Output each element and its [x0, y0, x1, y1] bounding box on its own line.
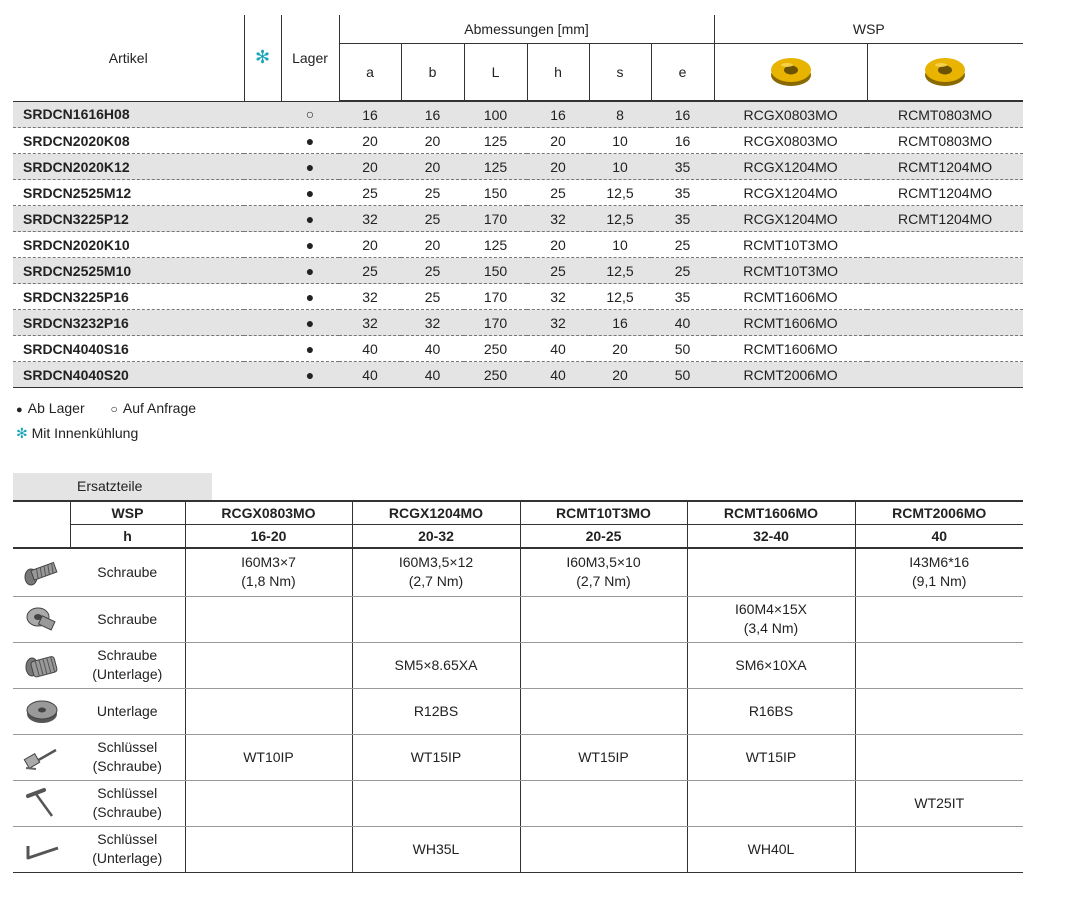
wsp2-cell: RCMT0803MO [867, 101, 1023, 128]
spare-cell: WT25IT [855, 780, 1023, 826]
table-row [13, 284, 1023, 310]
dim-h-cell: 25 [527, 258, 589, 284]
spare-cell: WT15IP [520, 734, 687, 780]
dim-b-cell: 20 [401, 154, 464, 180]
spare-cell [520, 596, 687, 642]
dim-s-cell: 12,5 [589, 206, 651, 232]
dim-s-cell: 20 [589, 362, 651, 388]
dim-e-cell: 35 [651, 180, 714, 206]
shim-screw-icon [23, 650, 61, 680]
t-handle-key-icon [24, 786, 60, 820]
dim-b-cell: 25 [401, 206, 464, 232]
spare-cell [855, 642, 1023, 688]
header-abmessungen: Abmessungen [mm] [339, 15, 714, 44]
torx-key-icon [22, 742, 62, 772]
wsp1-cell: RCMT10T3MO [714, 232, 867, 258]
table-row [13, 206, 1023, 232]
spare-cell [185, 688, 352, 734]
h-range: 20-25 [520, 525, 687, 549]
dim-h-cell: 20 [527, 154, 589, 180]
wsp2-cell [867, 232, 1023, 258]
dim-L-cell: 125 [464, 232, 527, 258]
spare-part-label: Schlüssel (Unterlage) [70, 826, 185, 872]
wsp2-cell [867, 362, 1023, 388]
h-label: h [70, 525, 185, 549]
dim-e-cell: 16 [651, 101, 714, 128]
header-dim-e: e [651, 44, 714, 102]
artikel-cell: SRDCN3225P16 [13, 284, 244, 310]
wsp1-cell: RCGX1204MO [714, 180, 867, 206]
legend-stock [16, 400, 202, 416]
dim-h-cell: 25 [527, 180, 589, 206]
wsp2-cell: RCMT1204MO [867, 180, 1023, 206]
spare-cell: WH35L [352, 826, 520, 872]
dim-b-cell: 16 [401, 101, 464, 128]
dim-a-cell: 25 [339, 180, 401, 206]
table-row [13, 336, 1023, 362]
dim-L-cell: 170 [464, 284, 527, 310]
dim-h-cell: 40 [527, 336, 589, 362]
wsp1-cell: RCGX1204MO [714, 206, 867, 232]
spare-row [13, 734, 1023, 780]
dim-h-cell: 32 [527, 284, 589, 310]
dim-h-cell: 20 [527, 232, 589, 258]
lager-cell: ○ [281, 101, 339, 128]
hollow-dot-icon: ○ [110, 402, 118, 416]
insert-rcgx-image [714, 44, 867, 102]
wsp1-cell: RCGX1204MO [714, 154, 867, 180]
lager-cell: ● [281, 154, 339, 180]
wsp1-cell: RCGX0803MO [714, 128, 867, 154]
lager-cell: ● [281, 310, 339, 336]
spare-cell: I60M3,5×10 (2,7 Nm) [520, 548, 687, 596]
dim-e-cell: 50 [651, 336, 714, 362]
dim-s-cell: 16 [589, 310, 651, 336]
dim-h-cell: 32 [527, 310, 589, 336]
legend-on-request: Auf Anfrage [122, 400, 197, 416]
spare-col-header: RCGX1204MO [352, 501, 520, 525]
spare-cell [855, 688, 1023, 734]
spare-cell: WH40L [687, 826, 855, 872]
header-artikel: Artikel [13, 15, 244, 101]
artikel-cell: SRDCN1616H08 [13, 101, 244, 128]
dim-e-cell: 25 [651, 232, 714, 258]
header-lager: Lager [281, 15, 339, 101]
dim-s-cell: 10 [589, 154, 651, 180]
spare-cell: R12BS [352, 688, 520, 734]
spare-col-header: RCMT2006MO [855, 501, 1023, 525]
header-dim-a: a [339, 44, 401, 102]
spare-cell [687, 780, 855, 826]
dim-a-cell: 32 [339, 310, 401, 336]
lager-cell: ● [281, 362, 339, 388]
table-row [13, 232, 1023, 258]
spare-cell: WT15IP [687, 734, 855, 780]
spare-cell: WT15IP [352, 734, 520, 780]
lager-cell: ● [281, 284, 339, 310]
filled-dot-icon: ● [16, 404, 23, 416]
spare-cell [855, 596, 1023, 642]
spare-col-header: RCMT1606MO [687, 501, 855, 525]
dim-a-cell: 25 [339, 258, 401, 284]
wsp-label: WSP [70, 501, 185, 525]
round-insert-icon [923, 55, 967, 89]
lager-cell: ● [281, 128, 339, 154]
wsp1-cell: RCMT1606MO [714, 310, 867, 336]
spare-row [13, 826, 1023, 872]
spare-part-label: Schraube (Unterlage) [70, 642, 185, 688]
hex-key-icon [22, 834, 62, 864]
spare-cell [687, 548, 855, 596]
legend-cooling [16, 425, 144, 442]
table-row [13, 101, 1023, 128]
dim-s-cell: 10 [589, 232, 651, 258]
dim-b-cell: 40 [401, 336, 464, 362]
dim-s-cell: 8 [589, 101, 651, 128]
dim-L-cell: 250 [464, 336, 527, 362]
table-row [13, 180, 1023, 206]
spare-cell: SM6×10XA [687, 642, 855, 688]
spare-row [13, 642, 1023, 688]
dim-a-cell: 40 [339, 362, 401, 388]
spare-col-header: RCGX0803MO [185, 501, 352, 525]
lager-cell: ● [281, 258, 339, 284]
dim-a-cell: 20 [339, 232, 401, 258]
artikel-cell: SRDCN4040S20 [13, 362, 244, 388]
dim-a-cell: 32 [339, 284, 401, 310]
spare-cell [352, 780, 520, 826]
dim-L-cell: 170 [464, 206, 527, 232]
header-dim-s: s [589, 44, 651, 102]
lager-cell: ● [281, 232, 339, 258]
h-range: 20-32 [352, 525, 520, 549]
spare-row [13, 780, 1023, 826]
dim-h-cell: 16 [527, 101, 589, 128]
dim-a-cell: 20 [339, 128, 401, 154]
header-dim-b: b [401, 44, 464, 102]
dim-e-cell: 50 [651, 362, 714, 388]
spare-row [13, 548, 1023, 596]
dim-b-cell: 25 [401, 284, 464, 310]
spare-cell [520, 642, 687, 688]
table-row [13, 310, 1023, 336]
lager-cell: ● [281, 336, 339, 362]
shim-icon [24, 696, 60, 726]
spare-cell [185, 596, 352, 642]
table-row [13, 128, 1023, 154]
legend-in-stock: Ab Lager [27, 400, 85, 416]
dim-h-cell: 20 [527, 128, 589, 154]
dim-b-cell: 32 [401, 310, 464, 336]
spare-cell [855, 826, 1023, 872]
wsp1-cell: RCMT2006MO [714, 362, 867, 388]
spare-part-label: Unterlage [70, 688, 185, 734]
spare-part-label: Schlüssel (Schraube) [70, 734, 185, 780]
spare-cell: I43M6*16 (9,1 Nm) [855, 548, 1023, 596]
h-range: 32-40 [687, 525, 855, 549]
spare-cell [352, 596, 520, 642]
dim-a-cell: 16 [339, 101, 401, 128]
dim-e-cell: 16 [651, 128, 714, 154]
dim-a-cell: 40 [339, 336, 401, 362]
wsp2-cell: RCMT1204MO [867, 154, 1023, 180]
spare-cell: R16BS [687, 688, 855, 734]
artikel-cell: SRDCN2020K10 [13, 232, 244, 258]
header-wsp: WSP [714, 15, 1023, 44]
spare-row [13, 596, 1023, 642]
dim-e-cell: 35 [651, 154, 714, 180]
wsp1-cell: RCGX0803MO [714, 101, 867, 128]
table-row [13, 258, 1023, 284]
dim-b-cell: 40 [401, 362, 464, 388]
spare-cell: SM5×8.65XA [352, 642, 520, 688]
spare-cell [185, 826, 352, 872]
dim-b-cell: 25 [401, 180, 464, 206]
spare-parts-table [13, 500, 1023, 873]
artikel-cell: SRDCN2525M12 [13, 180, 244, 206]
wsp2-cell [867, 310, 1023, 336]
dim-b-cell: 25 [401, 258, 464, 284]
legend-cooling-label: Mit Innenkühlung [31, 425, 139, 441]
lager-cell: ● [281, 180, 339, 206]
dim-s-cell: 12,5 [589, 180, 651, 206]
artikel-cell: SRDCN2020K12 [13, 154, 244, 180]
tool-holder-table [13, 15, 1023, 388]
spare-cell [855, 734, 1023, 780]
dim-h-cell: 40 [527, 362, 589, 388]
dim-L-cell: 150 [464, 258, 527, 284]
round-insert-icon [769, 55, 813, 89]
dim-L-cell: 150 [464, 180, 527, 206]
header-dim-L: L [464, 44, 527, 102]
spare-cell: WT10IP [185, 734, 352, 780]
spare-part-label: Schraube [70, 596, 185, 642]
dim-L-cell: 125 [464, 154, 527, 180]
screw-icon [22, 557, 62, 587]
wsp1-cell: RCMT10T3MO [714, 258, 867, 284]
wsp2-cell: RCMT0803MO [867, 128, 1023, 154]
spare-cell [185, 642, 352, 688]
spare-cell [520, 826, 687, 872]
dim-a-cell: 20 [339, 154, 401, 180]
dim-h-cell: 32 [527, 206, 589, 232]
dim-s-cell: 12,5 [589, 284, 651, 310]
dim-e-cell: 40 [651, 310, 714, 336]
wsp1-cell: RCMT1606MO [714, 336, 867, 362]
table-row [13, 154, 1023, 180]
snowflake-icon: ✻ [16, 425, 28, 441]
spare-part-label: Schraube [70, 548, 185, 596]
spare-part-label: Schlüssel (Schraube) [70, 780, 185, 826]
h-range: 40 [855, 525, 1023, 549]
artikel-cell: SRDCN4040S16 [13, 336, 244, 362]
wsp2-cell [867, 336, 1023, 362]
dim-e-cell: 35 [651, 206, 714, 232]
artikel-cell: SRDCN3225P12 [13, 206, 244, 232]
spare-cell: I60M3,5×12 (2,7 Nm) [352, 548, 520, 596]
spare-row [13, 688, 1023, 734]
artikel-cell: SRDCN2525M10 [13, 258, 244, 284]
dim-a-cell: 32 [339, 206, 401, 232]
spare-cell [520, 780, 687, 826]
table-row [13, 362, 1023, 388]
dim-L-cell: 250 [464, 362, 527, 388]
spare-cell: I60M4×15X (3,4 Nm) [687, 596, 855, 642]
wsp2-cell [867, 284, 1023, 310]
dim-b-cell: 20 [401, 128, 464, 154]
spare-cell: I60M3×7 (1,8 Nm) [185, 548, 352, 596]
dim-L-cell: 100 [464, 101, 527, 128]
dim-L-cell: 170 [464, 310, 527, 336]
dim-L-cell: 125 [464, 128, 527, 154]
wsp1-cell: RCMT1606MO [714, 284, 867, 310]
clamp-screw-icon [24, 604, 60, 634]
dim-b-cell: 20 [401, 232, 464, 258]
dim-s-cell: 10 [589, 128, 651, 154]
spare-cell [520, 688, 687, 734]
spare-cell [185, 780, 352, 826]
wsp2-cell: RCMT1204MO [867, 206, 1023, 232]
dim-s-cell: 20 [589, 336, 651, 362]
header-dim-h: h [527, 44, 589, 102]
artikel-cell: SRDCN3232P16 [13, 310, 244, 336]
spare-parts-tab: Ersatzteile [13, 473, 212, 500]
dim-s-cell: 12,5 [589, 258, 651, 284]
dim-e-cell: 25 [651, 258, 714, 284]
wsp2-cell [867, 258, 1023, 284]
artikel-cell: SRDCN2020K08 [13, 128, 244, 154]
lager-cell: ● [281, 206, 339, 232]
header-cooling-icon: ✻ [244, 15, 281, 101]
spare-col-header: RCMT10T3MO [520, 501, 687, 525]
dim-e-cell: 35 [651, 284, 714, 310]
h-range: 16-20 [185, 525, 352, 549]
insert-rcmt-image [867, 44, 1023, 102]
